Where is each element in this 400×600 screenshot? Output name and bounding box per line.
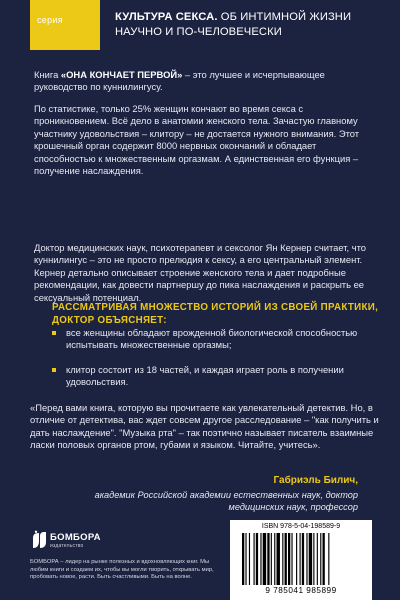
barcode-icon <box>242 533 360 585</box>
series-title <box>115 10 390 40</box>
quote-heading: РАССМАТРИВАЯ МНОЖЕСТВО ИСТОРИЙ ИЗ СВОЕЙ ПРАКТИКИ, ДОКТОР ОБЪЯСНЯЕТ: <box>52 302 379 326</box>
intro-lead: Книга <box>34 69 61 80</box>
barcode-number: 9 785041 985899 <box>265 586 337 595</box>
header-bar <box>0 0 400 50</box>
series-badge <box>30 0 100 50</box>
series-title-bold: КУЛЬТУРА СЕКСА. <box>115 11 218 23</box>
isbn-label: ISBN 978-5-04-198589-9 <box>261 523 341 530</box>
intro-paragraph <box>34 69 374 94</box>
bombora-logo-icon <box>30 530 50 550</box>
doctor-paragraph: Доктор медицинских наук, психотерапевт и сексолог Ян Кернер считает, что куннилингус – это не просто прелюдия к сексу, а его центральный элемент. Кернер детально описывает строение женского тела и дает подробные рекомендации, как довести партнершу до пика наслаждения и раскрыть ее сексуальный потенциал. <box>34 242 366 303</box>
bullet-marker-icon <box>52 331 56 335</box>
review-author: Габриэль Билич, <box>273 475 358 486</box>
author-credentials: академик Российской академии естественных наук, доктор медицинских наук, профессор <box>94 490 358 513</box>
bullet-text: клитор состоит из 18 частей, и каждая играет роль в получении удовольствия. <box>66 364 344 388</box>
logo-subtitle: издательство <box>50 543 84 549</box>
publisher-blurb: БОМБОРА – лидер на рынке полезных и вдохновляющих книг. Мы любим книги и создаем их, чтобы вы могли творить, открывать мир, пробовать новое, расти. Быть счастливыми. Быть на волне. <box>30 559 214 581</box>
logo-name: БОМБОРА <box>50 532 101 543</box>
stats-paragraph: По статистике, только 25% женщин кончают во время секса с проникновением. Всё дело в анатомии женского тела. Зачастую главному участнику удовольствия – клитору – не достается нужного внимания. Этот крошечный орган содержит 8000 нервных окончаний и обладает способностью к множественным оргазмам. А единственная его функция – получение наслаждения. <box>34 103 360 177</box>
series-title-rest: ОБ ИНТИМНОЙ ЖИЗНИ НАУЧНО И ПО-ЧЕЛОВЕЧЕСКИ <box>115 11 352 38</box>
series-label: серия <box>37 15 63 25</box>
bullet-text: все женщины обладают врожденной биологической способностью испытывать множественные оргазмы; <box>66 327 358 351</box>
review-quote: «Перед вами книга, которую вы прочитаете как увлекательный детектив. Но, в отличие от детектива, вас ждет совсем другое расследование – "как получить и дать наслаждение". "Музыка рта" – так поэтично называет писатель взаимные ласки половых органов ртом, губами и языком. Читайте, учитесь». <box>30 402 379 451</box>
publisher-logo <box>30 530 102 552</box>
bullet-item <box>44 327 380 352</box>
barcode-panel <box>230 520 372 600</box>
bullet-marker-icon <box>52 368 56 372</box>
bullet-item <box>44 364 380 389</box>
intro-rest: – это лучшее и исчерпывающее руководство по куннилингусу. <box>34 69 325 93</box>
book-title: «ОНА КОНЧАЕТ ПЕРВОЙ» <box>60 69 183 80</box>
